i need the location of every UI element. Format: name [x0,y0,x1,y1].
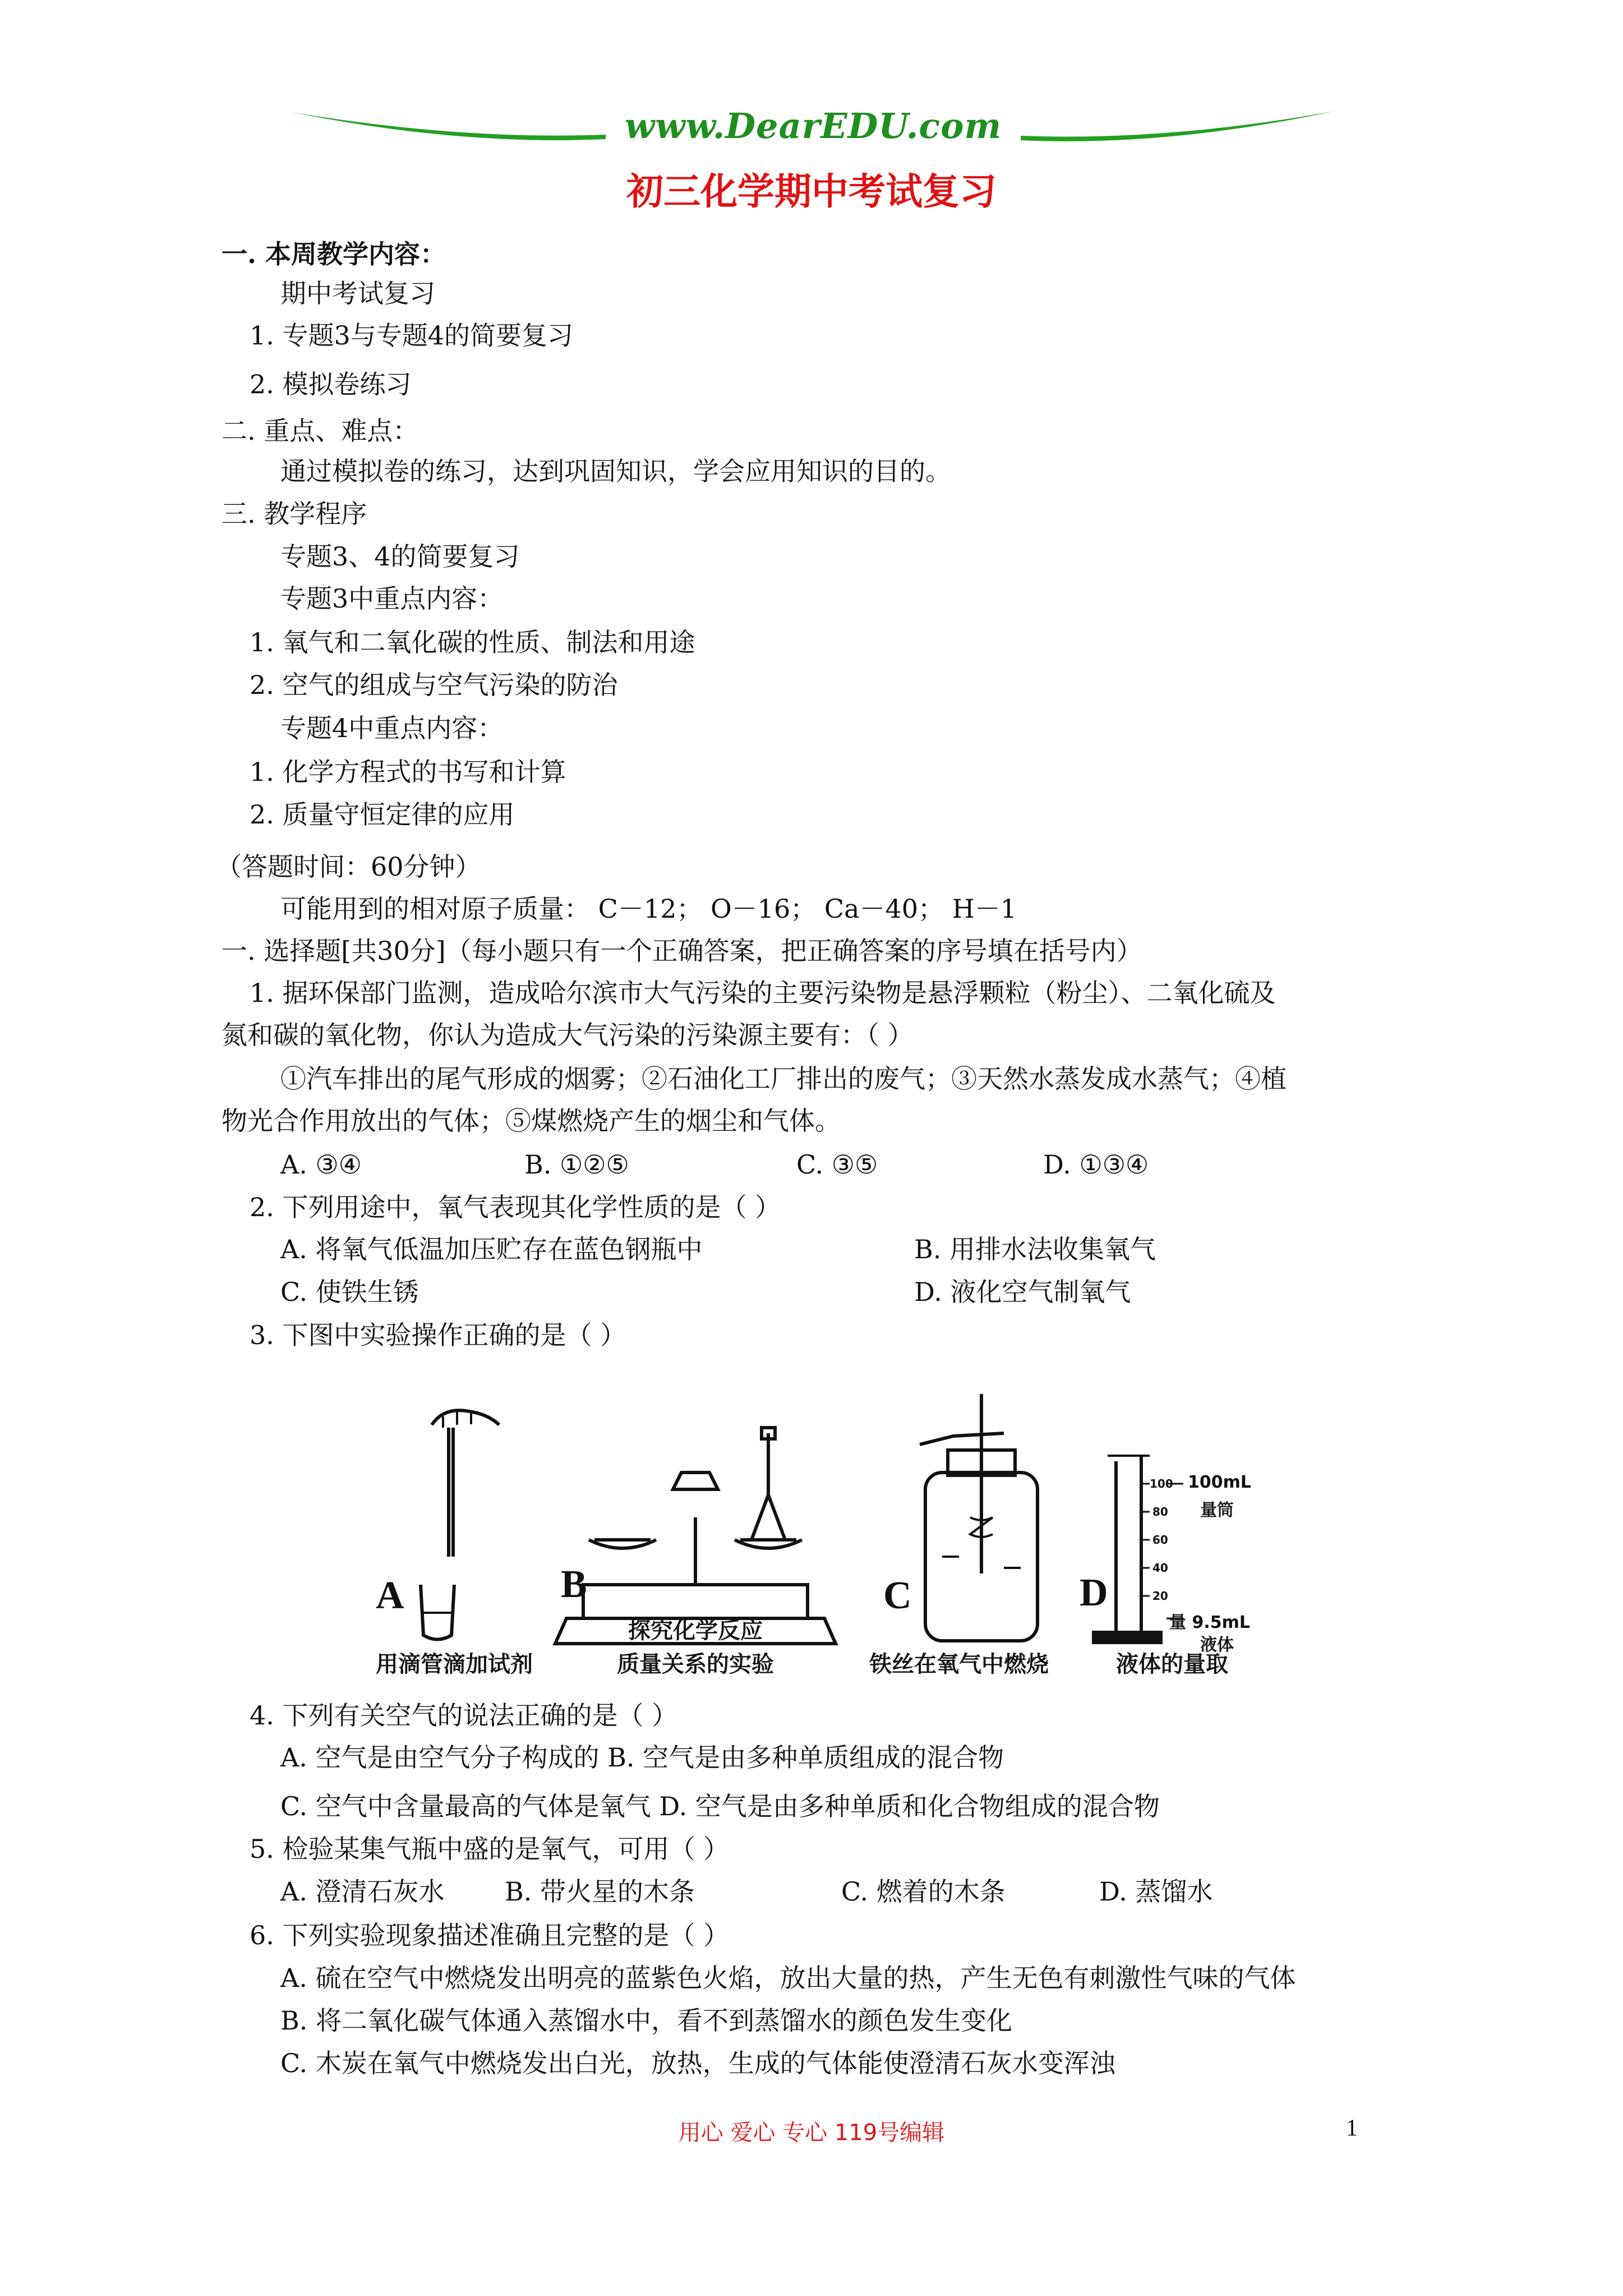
question-6: 6. 下列实验现象描述准确且完整的是（ ） [250,1920,730,1950]
part-1-heading: 一. 选择题[共30分]（每小题只有一个正确答案，把正确答案的序号填在括号内） [222,936,1142,966]
question-1-option-c: C. ③⑤ [796,1149,878,1180]
section-1-text: 期中考试复习 [280,278,435,309]
balance-illustration [555,1428,836,1644]
section-3-item-4: 2. 质量守恒定律的应用 [250,799,515,830]
cylinder-tick-100: 100 [1150,1477,1173,1490]
cylinder-capacity-label: 100mL [1188,1473,1251,1492]
question-5: 5. 检验某集气瓶中盛的是氧气，可用（ ） [250,1834,730,1864]
cylinder-volume-label: 量 9.5mL [1169,1613,1250,1632]
caption-c: 铁丝在氧气中燃烧 [869,1651,1049,1677]
document-title: 初三化学期中考试复习 [626,170,997,213]
section-1-heading: 一. 本周教学内容： [222,239,446,269]
exam-time: （答题时间：60分钟） [216,852,481,882]
site-url: www.DearEDU.com [624,105,1002,146]
page-footer: 用心 爱心 专心 119号编辑 [678,2120,945,2146]
question-1-option-d: D. ①③④ [1043,1149,1149,1180]
question-1-option-a: A. ③④ [280,1149,362,1180]
question-5-option-d: D. 蒸馏水 [1099,1876,1213,1907]
section-3-heading: 三. 教学程序 [222,499,367,529]
section-3-text-1: 专题3、4的简要复习 [280,541,520,572]
question-5-option-b: B. 带火星的木条 [505,1876,695,1907]
question-3: 3. 下图中实验操作正确的是（ ） [250,1320,626,1350]
question-6-option-b: B. 将二氧化碳气体通入蒸馏水中，看不到蒸馏水的颜色发生变化 [280,2005,1013,2036]
question-5-option-c: C. 燃着的木条 [841,1876,1006,1907]
question-3-figure [359,1372,1312,1677]
question-1-line-3: ①汽车排出的尾气形成的烟雾；②石油化工厂排出的废气；③天然水蒸发成水蒸气；④植 [280,1064,1287,1094]
figure-label-d: D [1080,1571,1108,1614]
question-1-line-1: 1. 据环保部门监测，造成哈尔滨市大气污染的主要污染物是悬浮颗粒（粉尘）、二氧化硫及 [250,978,1276,1008]
question-6-option-c: C. 木炭在氧气中燃烧发出白光，放热，生成的气体能使澄清石灰水变浑浊 [280,2048,1115,2078]
question-6-option-a: A. 硫在空气中燃烧发出明亮的蓝紫色火焰，放出大量的热，产生无色有刺激性气味的气体 [280,1963,1296,1993]
figure-label-c: C [883,1574,912,1617]
question-2-option-c: C. 使铁生锈 [280,1277,419,1307]
caption-b-line-1: 探究化学反应 [628,1618,763,1644]
cylinder-liquid-label: 液体 [1200,1635,1234,1655]
cylinder-tick-80: 80 [1152,1505,1168,1519]
section-1-item-2: 2. 模拟卷练习 [250,369,412,399]
figure-label-b: B [561,1563,587,1606]
page-number: 1 [1346,2115,1358,2141]
question-1-option-b: B. ①②⑤ [524,1149,629,1180]
caption-a: 用滴管滴加试剂 [376,1651,533,1677]
cylinder-tick-40: 40 [1152,1561,1168,1575]
question-2-option-b: B. 用排水法收集氧气 [914,1234,1156,1264]
caption-d: 液体的量取 [1116,1651,1228,1677]
question-2-option-d: D. 液化空气制氧气 [914,1277,1131,1307]
question-5-option-a: A. 澄清石灰水 [280,1876,445,1907]
atomic-masses: 可能用到的相对原子质量： C－12； O－16； Ca－40； H－1 [280,894,1017,924]
dropper-beaker-illustration [421,1410,499,1639]
site-banner [292,101,1335,151]
question-2: 2. 下列用途中，氧气表现其化学性质的是（ ） [250,1192,781,1222]
section-2-heading: 二. 重点、难点： [222,416,419,446]
question-4-options-cd: C. 空气中含量最高的气体是氧气 D. 空气是由多种单质和化合物组成的混合物 [280,1791,1160,1821]
question-2-option-a: A. 将氧气低温加压贮存在蓝色钢瓶中 [280,1234,703,1264]
gas-bottle-illustration [920,1394,1038,1641]
section-1-item-1: 1. 专题3与专题4的简要复习 [250,320,574,351]
section-2-text: 通过模拟卷的练习，达到巩固知识，学会应用知识的目的。 [280,456,951,486]
cylinder-tick-60: 60 [1152,1533,1168,1547]
section-3-text-3: 专题4中重点内容： [280,713,504,743]
section-3-text-2: 专题3中重点内容： [280,583,504,614]
section-3-item-1: 1. 氧气和二氧化碳的性质、制法和用途 [250,627,695,657]
caption-b-line-2: 质量关系的实验 [617,1651,774,1677]
section-3-item-3: 1. 化学方程式的书写和计算 [250,757,566,787]
question-4-options-ab: A. 空气是由空气分子构成的 B. 空气是由多种单质组成的混合物 [280,1742,1004,1773]
section-3-item-2: 2. 空气的组成与空气污染的防治 [250,670,618,700]
question-1-line-4: 物光合作用放出的气体；⑤煤燃烧产生的烟尘和气体。 [222,1106,841,1136]
cylinder-name-label: 量筒 [1200,1501,1234,1520]
question-1-line-2: 氮和碳的氧化物，你认为造成大气污染的污染源主要有：（ ） [222,1020,914,1050]
cylinder-tick-20: 20 [1152,1589,1168,1603]
question-4: 4. 下列有关空气的说法正确的是（ ） [250,1700,678,1731]
figure-label-a: A [376,1574,404,1617]
